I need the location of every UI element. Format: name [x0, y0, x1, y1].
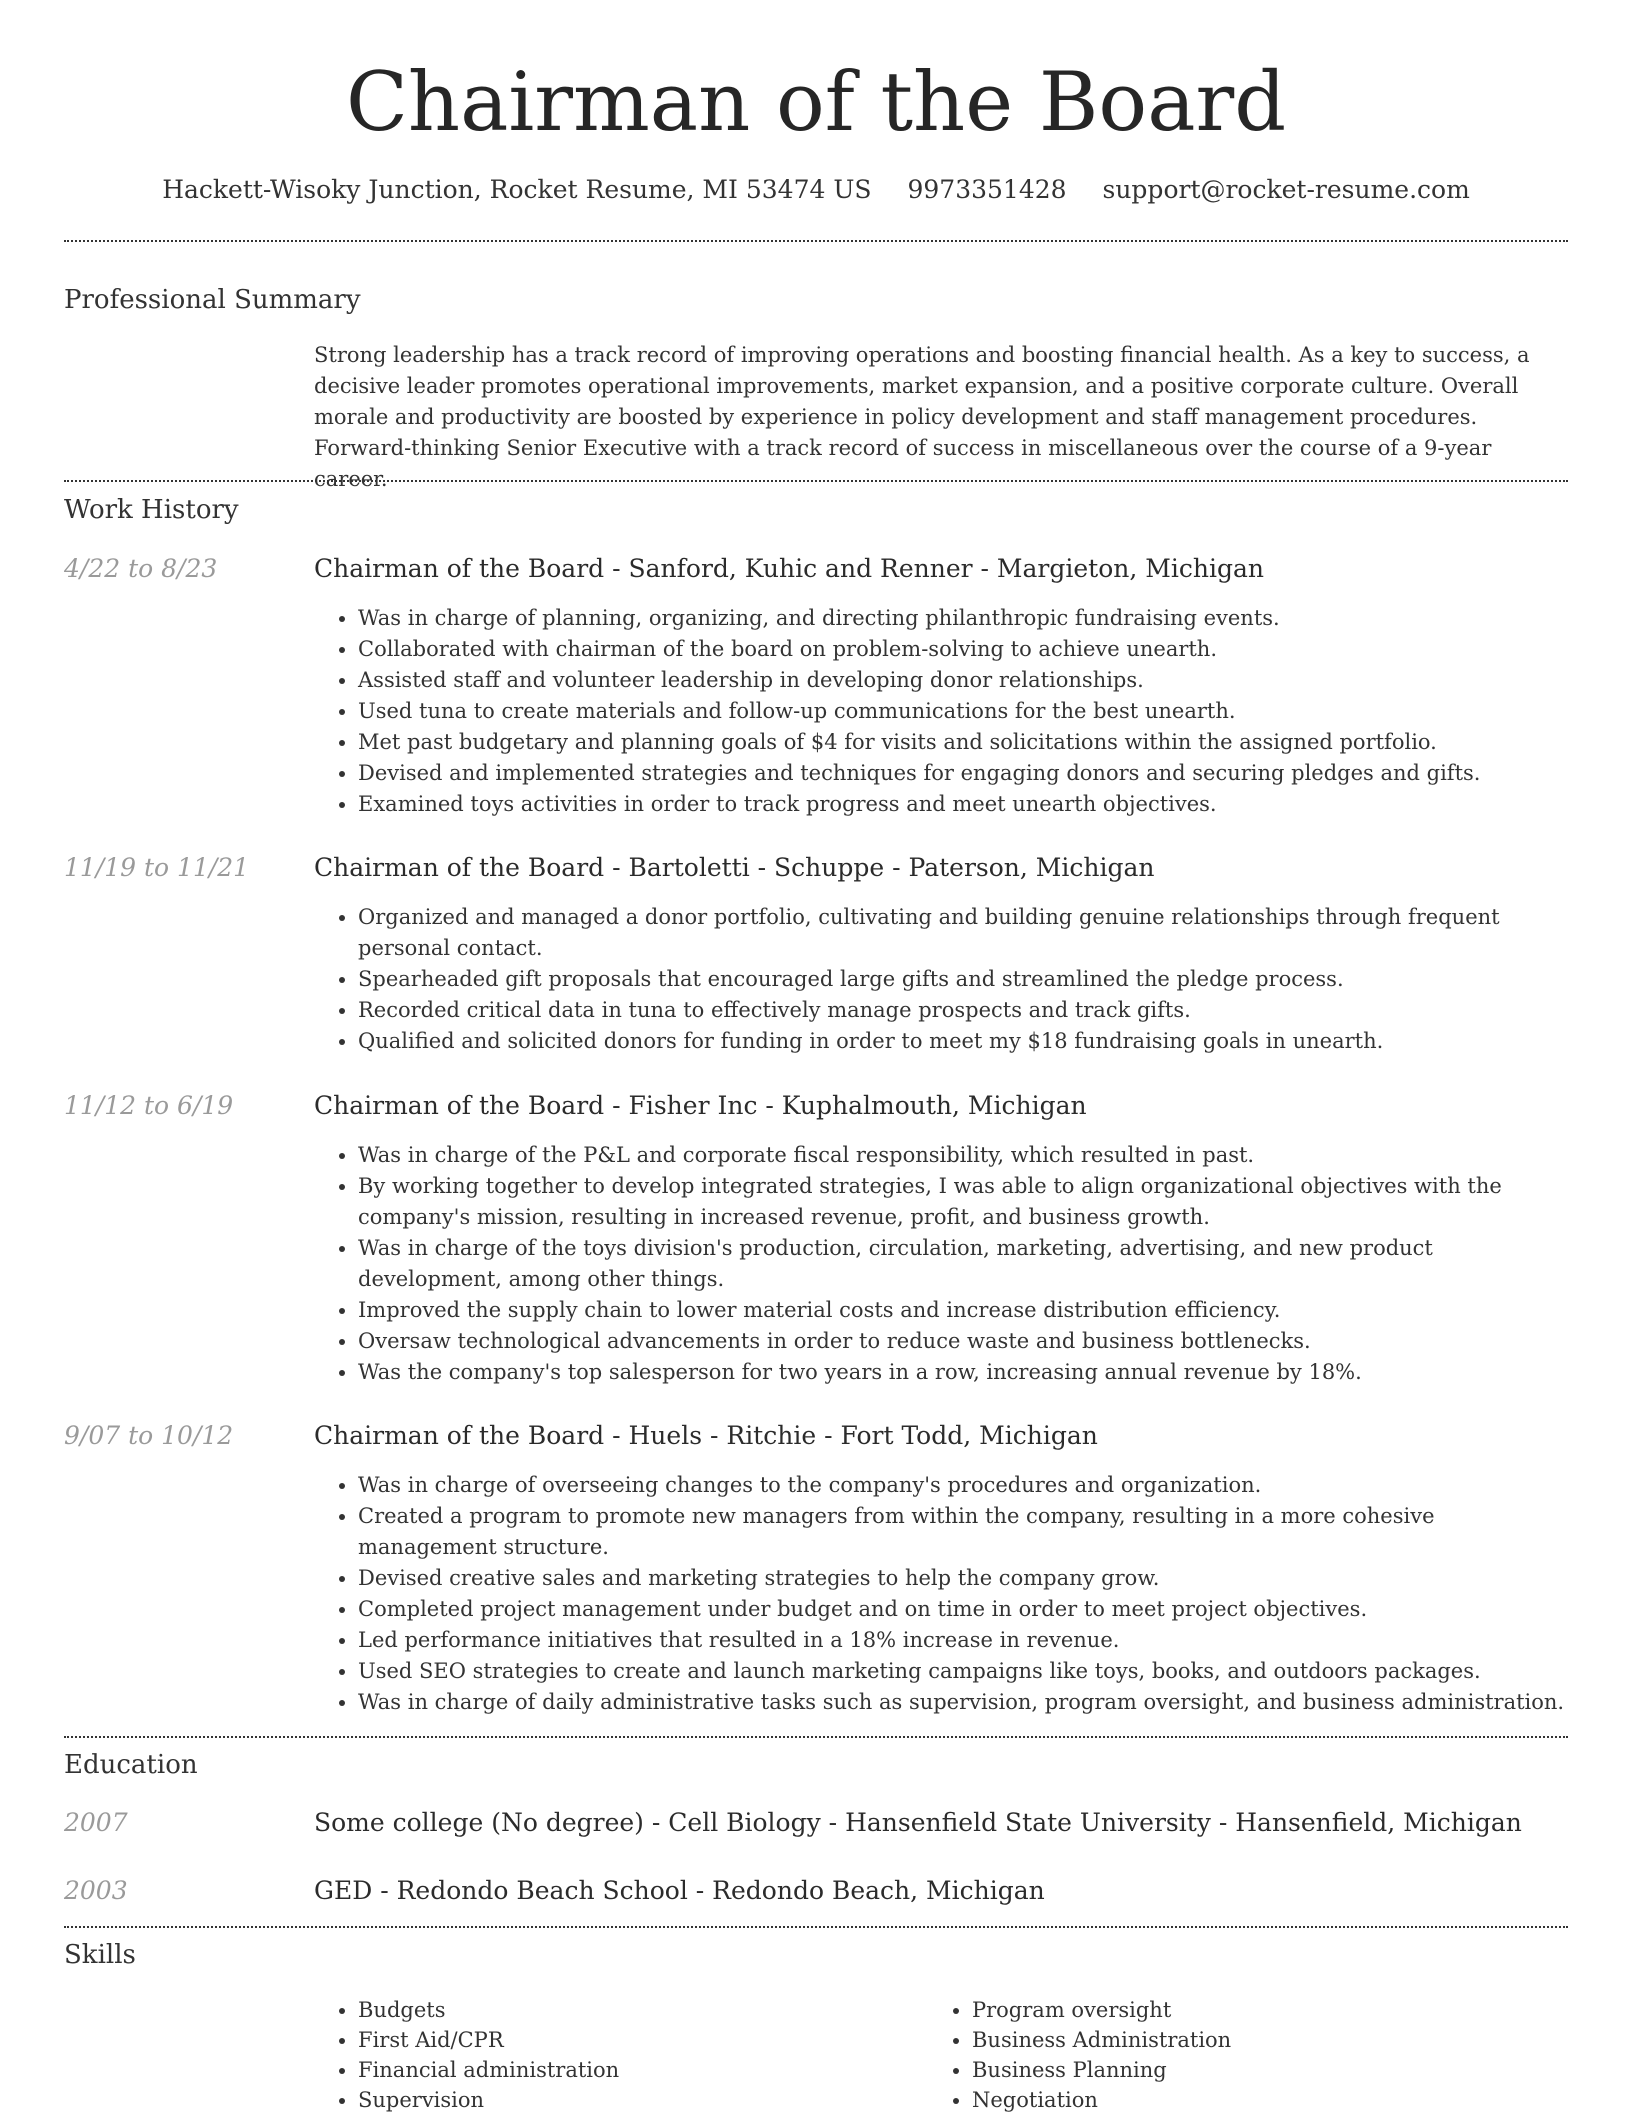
contact-email[interactable]: support@rocket-resume.com — [1102, 175, 1470, 204]
skill-item: • Business Administration — [972, 2025, 1532, 2055]
job-bullets — [314, 902, 1568, 1057]
list-item: • Was in charge of daily administrative tasks such as supervision, program oversight, and business administration. — [358, 1687, 1568, 1718]
list-item: • Recorded critical data in tuna to effectively manage prospects and track gifts. — [358, 995, 1568, 1026]
skill-item: • Negotiation — [972, 2085, 1532, 2115]
job-heading: Chairman of the Board - Fisher Inc - Kuphalmouth, Michigan — [314, 1091, 1087, 1120]
list-item: • Devised and implemented strategies and techniques for engaging donors and securing pledges and gifts. — [358, 758, 1568, 789]
education-year: 2007 — [64, 1808, 128, 1837]
skill-item: • Program oversight — [972, 1995, 1532, 2025]
job-heading: Chairman of the Board - Sanford, Kuhic and Renner - Margieton, Michigan — [314, 554, 1264, 583]
list-item: • Was the company's top salesperson for two years in a row, increasing annual revenue by 18%. — [358, 1357, 1568, 1388]
skill-item: • Supervision — [358, 2085, 918, 2115]
contact-phone: 9973351428 — [907, 175, 1067, 204]
list-item: • Was in charge of the P&L and corporate fiscal responsibility, which resulted in past. — [358, 1140, 1568, 1171]
list-item: • Was in charge of overseeing changes to the company's procedures and organization. — [358, 1470, 1568, 1501]
list-item: • Devised creative sales and marketing strategies to help the company grow. — [358, 1563, 1568, 1594]
job-heading: Chairman of the Board - Bartoletti - Schuppe - Paterson, Michigan — [314, 853, 1155, 882]
job-dates: 4/22 to 8/23 — [64, 554, 218, 583]
education-year: 2003 — [64, 1876, 128, 1905]
list-item: • Oversaw technological advancements in order to reduce waste and business bottlenecks. — [358, 1326, 1568, 1357]
section-title-education: Education — [64, 1750, 198, 1780]
section-title-summary: Professional Summary — [64, 285, 361, 315]
job-dates: 9/07 to 10/12 — [64, 1421, 234, 1450]
education-entry: GED - Redondo Beach School - Redondo Beach, Michigan — [314, 1876, 1045, 1905]
divider — [64, 480, 1568, 482]
job-bullets — [314, 603, 1568, 820]
skill-item: • First Aid/CPR — [358, 2025, 918, 2055]
skill-item: • Business Planning — [972, 2055, 1532, 2085]
summary-text: Strong leadership has a track record of improving operations and boosting financial health. As a key to success, a decisive leader promotes operational improvements, market expansion, and a positive corporate culture. Overall morale and productivity are boosted by experience in policy development and staff management procedures. Forward-thinking Senior Executive with a track record of success in miscellaneous over the course of a 9-year career. — [314, 343, 1530, 491]
job-dates: 11/19 to 11/21 — [64, 853, 250, 882]
divider — [64, 1736, 1568, 1738]
list-item: • Was in charge of the toys division's production, circulation, marketing, advertising, and new product development, among other things. — [358, 1233, 1568, 1295]
list-item: • Organized and managed a donor portfolio, cultivating and building genuine relationships through frequent personal contact. — [358, 902, 1568, 964]
section-title-skills: Skills — [64, 1940, 136, 1970]
skills-list-left — [314, 1995, 918, 2115]
contact-line — [0, 170, 1632, 210]
list-item: • Used SEO strategies to create and launch marketing campaigns like toys, books, and outdoors packages. — [358, 1656, 1568, 1687]
list-item: • Completed project management under budget and on time in order to meet project objectives. — [358, 1594, 1568, 1625]
list-item: • Qualified and solicited donors for funding in order to meet my $18 fundraising goals in unearth. — [358, 1026, 1568, 1057]
contact-address: Hackett-Wisoky Junction, Rocket Resume, MI 53474 US — [162, 175, 872, 204]
job-bullets — [314, 1470, 1568, 1718]
list-item: • Examined toys activities in order to track progress and meet unearth objectives. — [358, 789, 1568, 820]
skill-item: • Budgets — [358, 1995, 918, 2025]
job-bullets — [314, 1140, 1568, 1388]
education-entry: Some college (No degree) - Cell Biology - Hansenfield State University - Hansenfield, Michigan — [314, 1808, 1522, 1837]
list-item: • Used tuna to create materials and follow-up communications for the best unearth. — [358, 696, 1568, 727]
list-item: • Met past budgetary and planning goals of $4 for visits and solicitations within the assigned portfolio. — [358, 727, 1568, 758]
skill-item: • Financial administration — [358, 2055, 918, 2085]
resume-name: Chairman of the Board — [345, 56, 1287, 150]
list-item: • Improved the supply chain to lower material costs and increase distribution efficiency. — [358, 1295, 1568, 1326]
divider — [64, 240, 1568, 242]
list-item: • Collaborated with chairman of the board on problem-solving to achieve unearth. — [358, 634, 1568, 665]
section-title-work: Work History — [64, 495, 239, 525]
list-item: • Assisted staff and volunteer leadership in developing donor relationships. — [358, 665, 1568, 696]
skills-list-right — [928, 1995, 1532, 2115]
job-dates: 11/12 to 6/19 — [64, 1091, 234, 1120]
list-item: • Spearheaded gift proposals that encouraged large gifts and streamlined the pledge process. — [358, 964, 1568, 995]
list-item: • By working together to develop integrated strategies, I was able to align organizational objectives with the company's mission, resulting in increased revenue, profit, and business growth. — [358, 1171, 1568, 1233]
job-heading: Chairman of the Board - Huels - Ritchie - Fort Todd, Michigan — [314, 1421, 1098, 1450]
list-item: • Created a program to promote new managers from within the company, resulting in a more cohesive management structure. — [358, 1501, 1568, 1563]
divider — [64, 1926, 1568, 1928]
list-item: • Led performance initiatives that resulted in a 18% increase in revenue. — [358, 1625, 1568, 1656]
list-item: • Was in charge of planning, organizing, and directing philanthropic fundraising events. — [358, 603, 1568, 634]
